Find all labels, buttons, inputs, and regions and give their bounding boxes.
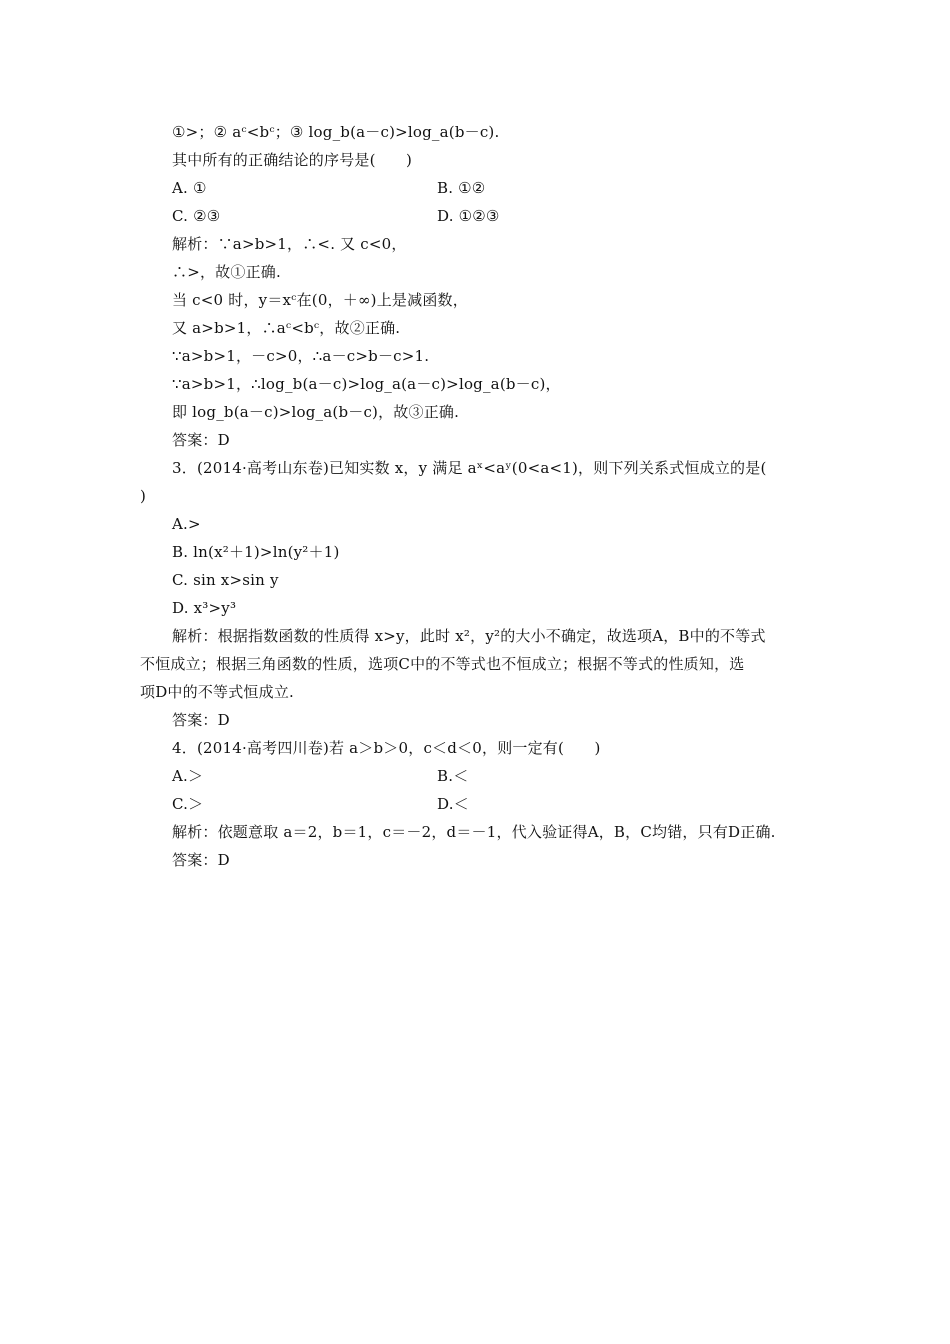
q2-analysis-line: 即 log_b(a－c)>log_a(b－c)，故③正确. (172, 403, 460, 421)
q4-option-b: B.＜ (437, 767, 469, 785)
q3-stem: 3．(2014·高考山东卷)已知实数 x，y 满足 aˣ<aʸ(0<a<1)，则下列关系式恒成立的是( (172, 459, 767, 477)
q3-stem-continued: ) (140, 487, 147, 505)
q2-analysis-line: ∴>，故①正确. (172, 263, 281, 281)
q2-analysis-line: ∵a>b>1，－c>0，∴a－c>b－c>1. (172, 347, 430, 365)
q4-option-c: C.＞ (172, 795, 204, 813)
q3-option-d: D. x³>y³ (172, 599, 237, 617)
q2-question: 其中所有的正确结论的序号是( ) (172, 151, 413, 169)
q2-analysis-line: 当 c<0 时，y＝xᶜ在(0，＋∞)上是减函数， (172, 291, 468, 309)
q3-option-b: B. ln(x²＋1)>ln(y²＋1) (172, 543, 340, 561)
q3-analysis-line: 不恒成立；根据三角函数的性质，选项C中的不等式也不恒成立；根据不等式的性质知，选 (140, 655, 745, 673)
q4-stem: 4．(2014·高考四川卷)若 a＞b＞0，c＜d＜0，则一定有( ) (172, 739, 601, 757)
q2-analysis-line: 解析：∵a>b>1，∴<. 又 c<0， (172, 235, 407, 253)
q4-analysis: 解析：依题意取 a＝2，b＝1，c＝－2，d＝－1，代入验证得A，B，C均错，只有D正确. (172, 823, 776, 841)
q2-option-b: B. ①② (437, 179, 486, 197)
q2-analysis-line: ∵a>b>1，∴log_b(a－c)>log_a(a－c)>log_a(b－c)， (172, 375, 561, 393)
q3-answer: 答案：D (172, 711, 230, 729)
q3-option-a: A.> (172, 515, 201, 533)
q3-analysis-line: 解析：根据指数函数的性质得 x>y，此时 x²，y²的大小不确定，故选项A，B中的不等式 (172, 627, 766, 645)
q3-analysis-line: 项D中的不等式恒成立. (140, 683, 294, 701)
q2-answer: 答案：D (172, 431, 230, 449)
q2-stem-tail: ①>；② aᶜ<bᶜ；③ log_b(a－c)>log_a(b－c). (172, 123, 500, 141)
q2-option-a: A. ① (172, 179, 207, 197)
q2-analysis-line: 又 a>b>1，∴aᶜ<bᶜ，故②正确. (172, 319, 401, 337)
q2-option-c: C. ②③ (172, 207, 221, 225)
q4-option-d: D.＜ (437, 795, 469, 813)
q4-answer: 答案：D (172, 851, 230, 869)
q2-option-d: D. ①②③ (437, 207, 500, 225)
q4-option-a: A.＞ (172, 767, 204, 785)
q3-option-c: C. sin x>sin y (172, 571, 279, 589)
